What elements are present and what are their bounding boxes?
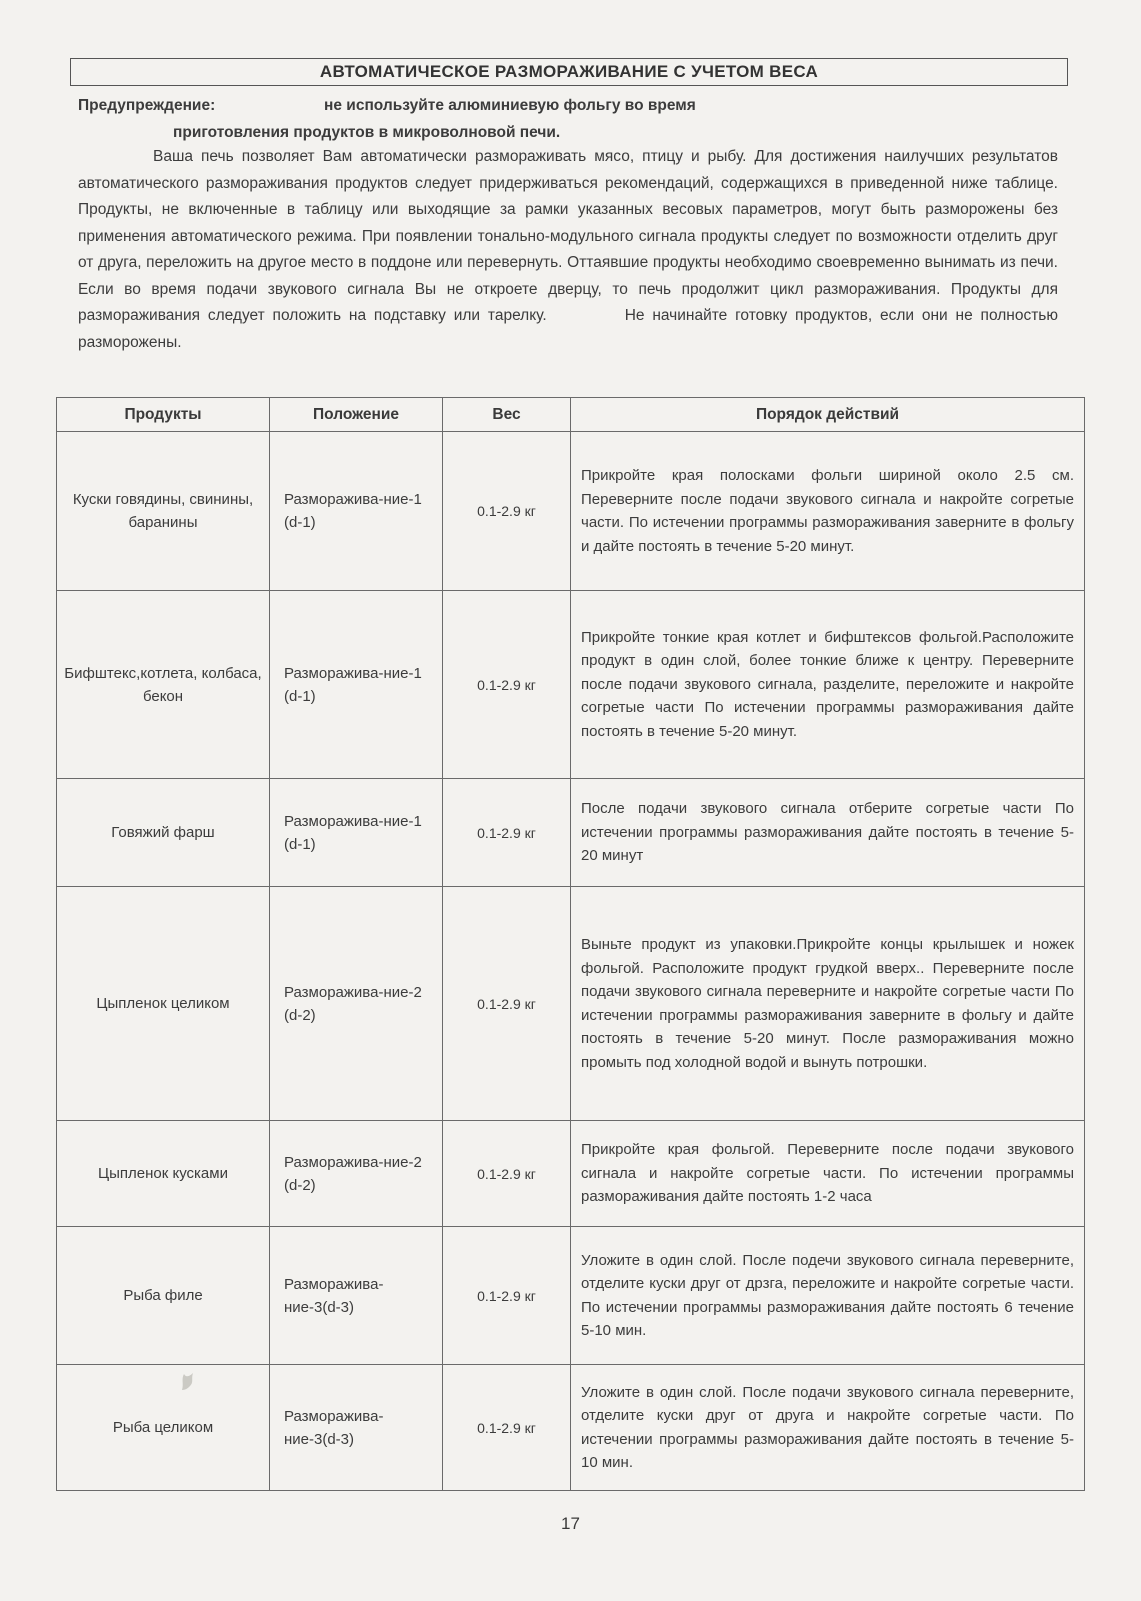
cell-mode: Разморажива-ние-3(d-3) (270, 1365, 443, 1491)
cell-product: Рыба целиком (57, 1365, 270, 1491)
section-title: АВТОМАТИЧЕСКОЕ РАЗМОРАЖИВАНИЕ С УЧЕТОМ ВЕСА (70, 58, 1068, 86)
table-header-row (57, 398, 1085, 432)
table-row (57, 779, 1085, 887)
intro-note: Не начинайте готовку продуктов, если они не полностью разморожены. (78, 307, 1058, 351)
table-row (57, 1227, 1085, 1365)
intro-paragraph (78, 144, 1058, 356)
cell-weight: 0.1-2.9 кг (443, 887, 571, 1121)
cell-mode: Разморажива-ние-2 (d-2) (270, 1121, 443, 1227)
cell-steps: После подачи звукового сигнала отберите согретые части По истечении программы размораживания дайте постоять в течение 5-20 минут (571, 779, 1085, 887)
cell-product: Куски говядины, свинины, баранины (57, 432, 270, 591)
warning-label: Предупреждение: (78, 97, 216, 114)
cell-steps: Выньте продукт из упаковки.Прикройте концы крылышек и ножек фольгой. Расположите продукт грудкой вверх.. Переверните после подачи звукового сигнала переверните и накройте согретые части По истечении программы размораживания заверните в фольгу и дайте постоять в течение 5-20 минут. После размораживания можно промыть под холодной водой и вынуть потрошки. (571, 887, 1085, 1121)
warning-block (78, 92, 1068, 146)
cell-product: Бифштекс,котлета, колбаса, бекон (57, 591, 270, 779)
cell-mode: Разморажива-ние-1 (d-1) (270, 432, 443, 591)
cell-weight: 0.1-2.9 кг (443, 779, 571, 887)
header-steps: Порядок действий (571, 398, 1085, 432)
ink-smudge-icon (178, 1370, 198, 1394)
cell-product: Говяжий фарш (57, 779, 270, 887)
page-number: 17 (561, 1514, 580, 1533)
cell-product: Рыба филе (57, 1227, 270, 1365)
cell-mode: Разморажива-ние-1 (d-1) (270, 779, 443, 887)
cell-mode: Разморажива-ние-2 (d-2) (270, 887, 443, 1121)
table-row (57, 1121, 1085, 1227)
cell-steps: Прикройте края фольгой. Переверните после подачи звукового сигнала и накройте согретые части. По истечении программы размораживания дайте постоять 1-2 часа (571, 1121, 1085, 1227)
cell-product: Цыпленок кусками (57, 1121, 270, 1227)
cell-weight: 0.1-2.9 кг (443, 432, 571, 591)
cell-mode: Разморажива-ние-1 (d-1) (270, 591, 443, 779)
cell-mode: Разморажива-ние-3(d-3) (270, 1227, 443, 1365)
cell-weight: 0.1-2.9 кг (443, 1121, 571, 1227)
table-row (57, 887, 1085, 1121)
cell-weight: 0.1-2.9 кг (443, 1227, 571, 1365)
table-row (57, 1365, 1085, 1491)
cell-product: Цыпленок целиком (57, 887, 270, 1121)
header-weight: Вес (443, 398, 571, 432)
cell-weight: 0.1-2.9 кг (443, 1365, 571, 1491)
cell-steps: Уложите в один слой. После подечи звукового сигнала переверните, отделите куски друг от дрзга, переложите и накройте согретые части. По истечении программы размораживания дайте постоять 6 течение 5-10 мин. (571, 1227, 1085, 1365)
warning-text-line2: приготовления продуктов в микроволновой печи. (173, 124, 561, 141)
intro-text: Ваша печь позволяет Вам автоматически размораживать мясо, птицу и рыбу. Для достижения наилучших результатов автоматического размораживания продуктов следует придерживаться рекомендаций, содержащихся в приведенной ниже таблице. Продукты, не включенные в таблицу или выходящие за рамки указанных весовых параметров, могут быть разморожены без применения автоматического режима. При появлении тонально-модульного сигнала продукты следует по возможности отделить друг от друга, переложить на другое место в поддоне или перевернуть. Оттаявшие продукты необходимо своевременно вынимать из печи. Если во время подачи звукового сигнала Вы не откроете дверцу, то печь продолжит цикл размораживания. Продукты для размораживания следует положить на подставку или тарелку. (78, 148, 1058, 324)
header-mode: Положение (270, 398, 443, 432)
cell-weight: 0.1-2.9 кг (443, 591, 571, 779)
cell-steps: Прикройте тонкие края котлет и бифштексов фольгой.Расположите продукт в один слой, более тонкие ближе к центру. Переверните после подачи звукового сигнала, разделите, переложите и накройте согретые части По истечении программы размораживания дайте постоять в течение 5-20 минут. (571, 591, 1085, 779)
cell-steps: Прикройте края полосками фольги шириной около 2.5 см. Переверните после подачи звукового сигнала и накройте согретые части. По истечении программы размораживания заверните в фольгу и дайте постоять в течение 5-20 минут. (571, 432, 1085, 591)
defrost-table (56, 397, 1085, 1491)
warning-text-line1: не используйте алюминиевую фольгу во время (324, 97, 696, 114)
header-product: Продукты (57, 398, 270, 432)
cell-steps: Уложите в один слой. После подачи звукового сигнала переверните, отделите куски друг от друга и накройте согретые части. По истечении программы размораживания дайте постоять в течение 5-10 мин. (571, 1365, 1085, 1491)
table-row (57, 432, 1085, 591)
table-row (57, 591, 1085, 779)
